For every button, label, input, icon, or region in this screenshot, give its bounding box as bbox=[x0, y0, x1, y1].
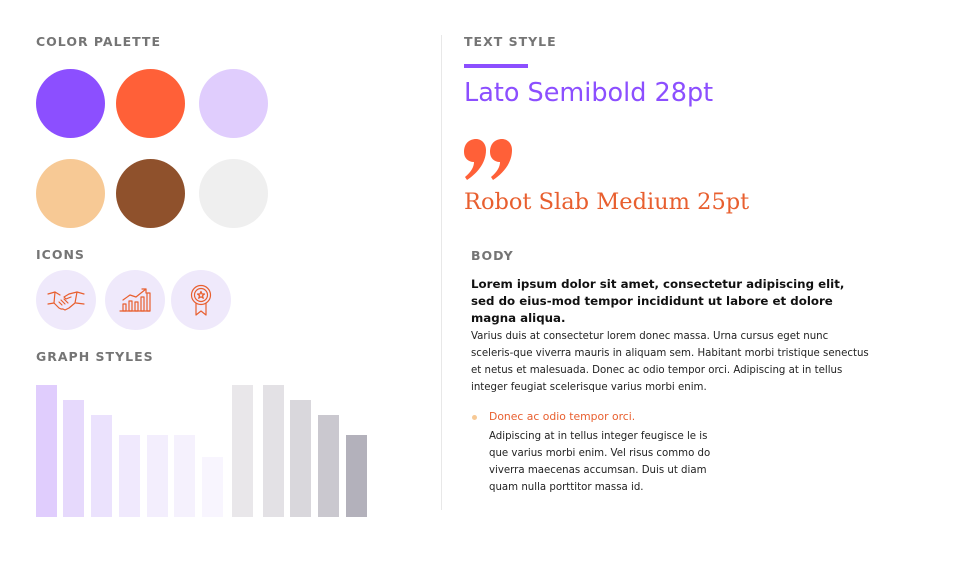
color-swatch-orange bbox=[116, 69, 185, 138]
growth-chart-icon bbox=[118, 287, 152, 313]
color-palette-title: COLOR PALETTE bbox=[36, 34, 161, 49]
graph-bar bbox=[263, 385, 284, 517]
color-swatch-purple bbox=[36, 69, 105, 138]
color-swatch-brown bbox=[116, 159, 185, 228]
graph-bar bbox=[147, 435, 168, 517]
title-underline bbox=[464, 64, 528, 68]
heading-primary-sample: Lato Semibold 28pt bbox=[464, 78, 714, 108]
graph-bar bbox=[63, 400, 84, 517]
graph-bar bbox=[174, 435, 195, 517]
handshake-icon bbox=[47, 288, 85, 312]
color-swatch-lavender bbox=[199, 69, 268, 138]
award-badge-icon-container bbox=[171, 270, 231, 330]
bullet-text: Adipiscing at in tellus integer feugisce le is que varius morbi enim. Vel risus commo do viverra maecenas accumsan. Duis ut diam quam nulla porttitor massa id. bbox=[489, 431, 711, 493]
bullet-dot bbox=[472, 415, 477, 420]
body-title: BODY bbox=[471, 248, 514, 263]
text-style-title: TEXT STYLE bbox=[464, 34, 557, 49]
handshake-icon-container bbox=[36, 270, 96, 330]
quote-mark-icon bbox=[462, 138, 516, 182]
graph-bar bbox=[346, 435, 367, 517]
graph-styles-title: GRAPH STYLES bbox=[36, 349, 154, 364]
graph-bar bbox=[318, 415, 339, 517]
body-paragraph: Varius duis at consectetur lorem donec massa. Urna cursus eget nunc sceleris-que viverra mauris in aliquam sem. Habitant morbi tristique senectus et netus et malesuada. Donec ac odio tempor orci. Adipiscing at in tellus integer feugiat scelerisque varius morbi enim. bbox=[471, 331, 869, 393]
award-badge-icon bbox=[189, 284, 213, 316]
graph-bar bbox=[91, 415, 112, 517]
icons-title: ICONS bbox=[36, 247, 85, 262]
heading-secondary-sample: Robot Slab Medium 25pt bbox=[464, 189, 750, 215]
bullet-heading: Donec ac odio tempor orci. bbox=[489, 410, 636, 423]
graph-bar bbox=[202, 457, 223, 517]
graph-bar bbox=[290, 400, 311, 517]
graph-bar bbox=[232, 385, 253, 517]
growth-chart-icon-container bbox=[105, 270, 165, 330]
graph-bar bbox=[36, 385, 57, 517]
body-lead-text: Lorem ipsum dolor sit amet, consectetur adipiscing elit, sed do eius-mod tempor incididunt ut labore et dolore magna aliqua. bbox=[471, 277, 845, 325]
color-swatch-peach bbox=[36, 159, 105, 228]
graph-bar bbox=[119, 435, 140, 517]
column-divider bbox=[441, 35, 442, 510]
color-swatch-light-gray bbox=[199, 159, 268, 228]
